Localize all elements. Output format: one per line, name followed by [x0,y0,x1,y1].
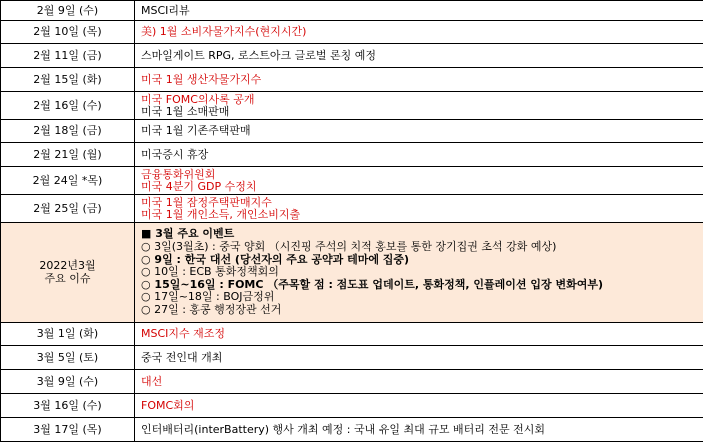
event-text: 인터배터리(interBattery) 행사 개최 예정 : 국내 유일 최대 규모 배터리 전문 전시회 [141,422,545,436]
event-cell [135,44,703,68]
table-row [1,120,703,143]
event-cell [135,167,703,195]
date-cell: 2월 9일 (수) [1,1,135,21]
date-cell: 2월 15일 (화) [1,68,135,92]
date-cell: 2월 18일 (금) [1,120,135,143]
event-cell [135,195,703,223]
march-event-item: ○ 17일~18일 : BOJ금정위 [141,290,275,304]
event-text: 미국 FOMC의사록 공개 [141,92,255,106]
date-cell: 2월 10일 (목) [1,21,135,44]
event-cell [135,21,703,44]
date-cell: 2월 25일 (금) [1,195,135,223]
event-text: 미국 1월 잠정주택판매지수 [141,195,272,209]
date-cell: 2월 21일 (월) [1,143,135,167]
table-row [1,21,703,44]
event-text: FOMC회의 [141,398,195,412]
event-text: MSCI지수 재조정 [141,327,226,340]
event-text: 美) 1월 소비자물가지수(현지시간) [141,25,307,38]
date-cell: 2월 24일 *목) [1,167,135,195]
march-events-cell [135,223,703,323]
march-event-item: ○ 3일(3월초) : 중국 양회 （시진핑 주석의 치적 홍보를 통한 장기집권 초석 강화 예상) [141,240,557,254]
table-row [1,1,703,21]
event-cell [135,418,703,442]
date-cell: 3월 16일 (수) [1,394,135,418]
date-cell: 3월 9일 (수) [1,370,135,394]
table-row [1,370,703,394]
march-event-item: ○ 10일 : ECB 통화정책회의 [141,265,279,279]
event-text: 미국 4분기 GDP 수정치 [141,179,257,193]
event-cell [135,346,703,370]
table-row [1,346,703,370]
table-row [1,44,703,68]
event-cell [135,394,703,418]
event-cell [135,92,703,120]
table-row [1,394,703,418]
march-event-item: ○ 15일~16일 : FOMC （주목할 점 : 점도표 업데이트, 통화정책, 인플레이션 입장 변화여부) [141,277,603,291]
event-text: 대선 [141,374,163,388]
event-cell [135,143,703,167]
date-cell: 3월 5일 (토) [1,346,135,370]
march-issues-row [1,223,703,323]
date-cell: 3월 1일 (화) [1,323,135,346]
march-event-item: ○ 27일 : 홍콩 행정장관 선거 [141,302,282,316]
label-line: 주요 이슈 [44,271,91,285]
march-event-item: ○ 9일 : 한국 대선 (당선자의 주요 공약과 테마에 집중) [141,252,410,266]
event-text: 미국 1월 개인소득, 개인소비지출 [141,207,301,221]
table-row [1,418,703,442]
table-row [1,167,703,195]
date-cell: 2월 11일 (금) [1,44,135,68]
march-issues-label [1,223,135,323]
event-text: 스마일게이트 RPG, 로스트아크 글로벌 론칭 예정 [141,48,377,62]
event-cell [135,323,703,346]
event-cell [135,370,703,394]
table-row [1,195,703,223]
table-row [1,323,703,346]
event-cell [135,1,703,21]
table-row [1,92,703,120]
event-text: 미국증시 휴장 [141,147,209,161]
table-row [1,143,703,167]
march-events-title: ■ 3월 주요 이벤트 [141,227,235,241]
date-cell: 2월 16일 (수) [1,92,135,120]
label-line: 2022년3월 [39,258,96,272]
event-text: MSCI리뷰 [141,3,190,17]
event-text: 미국 1월 생산자물가지수 [141,72,262,86]
table-row [1,68,703,92]
event-text: 미국 1월 기존주택판매 [141,124,251,137]
event-text: 금융통화위원회 [141,167,216,181]
event-text: 미국 1월 소매판매 [141,104,230,118]
event-cell [135,68,703,92]
event-cell [135,120,703,143]
event-text: 중국 전인대 개최 [141,350,223,364]
date-cell: 3월 17일 (목) [1,418,135,442]
